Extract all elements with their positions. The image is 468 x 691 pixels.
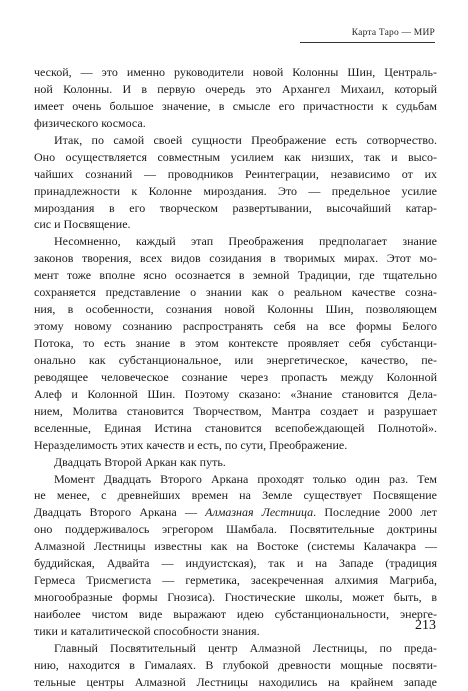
text-line xyxy=(34,200,437,217)
text-line-content: Алеф и Колонной Шин. Поэтому сказано: «Знание становится Дела- xyxy=(34,386,437,401)
text-line-content: реводящее человеческое сознание через пропасть между Колонной xyxy=(34,369,437,384)
text-line-content: чайших сознаний — проводников Реинтеграции, независимо от их xyxy=(34,166,437,181)
text-line-content: нием, Молитва становится Творчеством, Мантра создает и разрушает xyxy=(34,403,437,418)
text-line xyxy=(34,487,437,504)
text-line-content: Оно осуществляется совместным усилием как низших, так и высо- xyxy=(34,149,437,164)
text-line xyxy=(34,657,437,674)
emphasis-text: Алмазная Лестница xyxy=(205,505,314,520)
text-line xyxy=(34,640,437,657)
text-line-content: буддийская, Адвайта — индуистская), так и на Западе (традиция xyxy=(34,556,437,571)
text-line-content: этому новому сознанию распространять себя на все формы Белого xyxy=(34,319,437,334)
text-line xyxy=(34,420,437,437)
text-line-content: Алмазной Лестницы известны как на Востоке (системы Калачакра — xyxy=(34,539,437,554)
text-line xyxy=(34,81,437,98)
text-line xyxy=(34,606,437,623)
text-line xyxy=(34,233,437,250)
text-line-content: онально как субстанциональное, или энергетическое, качество, пе- xyxy=(34,352,437,367)
text-line xyxy=(34,64,437,81)
text-line xyxy=(34,538,437,555)
text-line-content: Момент Двадцать Второго Аркана проходят только один раз. Тем xyxy=(54,471,437,486)
text-line xyxy=(34,521,437,538)
text-line xyxy=(34,115,437,132)
text-line-content: . Последние 2000 лет xyxy=(313,505,437,520)
text-line-content: ной Колонны. И в первую очередь это Архангел Михаил, который xyxy=(34,81,437,96)
text-line xyxy=(34,216,437,233)
text-line-content: сис и Посвящение. xyxy=(34,217,131,232)
text-line-content: Потока, то есть знание в этом контексте проявляет себя субстанци- xyxy=(34,336,437,350)
text-line-content: мироздания в его творческом развертывании, высочайший катар- xyxy=(34,200,437,215)
text-line-content: Гермеса Трисмегиста — герметика, засекреченная алхимия Магриба, xyxy=(34,573,437,588)
text-line xyxy=(34,403,437,420)
text-line xyxy=(34,352,437,369)
text-line-content: не менее, с древнейших времен на Земле существует Посвящение xyxy=(34,488,437,503)
text-line-content: мент тоже вполне ясно осознается в земной Традиции, где тщательно xyxy=(34,268,437,283)
text-line xyxy=(34,318,437,335)
text-line xyxy=(34,301,437,318)
text-line xyxy=(34,623,437,640)
text-line-content: Главный Посвятительный центр Алмазной Лестницы, по преда- xyxy=(54,640,437,655)
text-line-content: принадлежности к Колонне мироздания. Это — предельное усилие xyxy=(34,183,437,198)
text-line xyxy=(34,183,437,200)
text-line-content: имеет очень большое значение, в смысле его причастности к судьбам xyxy=(34,98,437,113)
text-line xyxy=(34,267,437,284)
text-line-content: ческой, — это именно руководители новой Колонны Шин, Централь- xyxy=(34,65,437,79)
text-line xyxy=(34,437,437,454)
text-line-content: наиболее чистом виде выражают идею субстанциональности, энерге- xyxy=(34,607,437,621)
text-line xyxy=(34,589,437,606)
text-line xyxy=(34,335,437,352)
text-line xyxy=(34,166,437,183)
running-header xyxy=(300,28,435,38)
body-text xyxy=(34,64,437,691)
page-number: 213 xyxy=(415,618,436,633)
text-line xyxy=(34,572,437,589)
text-line-content: физического космоса. xyxy=(34,115,146,130)
text-line-content: Двадцать Второго Аркана — xyxy=(34,505,206,520)
text-line-content: Итак, по самой своей сущности Преображение есть сотворчество. xyxy=(54,132,437,147)
text-line xyxy=(34,504,437,521)
text-line xyxy=(34,555,437,572)
text-line-content: ния, в особенности, сознания новой Колонны Шин, позволяющем xyxy=(34,302,437,317)
running-head-text: Карта Таро — МИР xyxy=(351,28,435,38)
text-line xyxy=(34,369,437,386)
text-line-content: законов творения, всех видов созидания в творимых мирах. Этот мо- xyxy=(34,251,437,266)
text-line-content: Двадцать Второй Аркан как путь. xyxy=(54,454,226,469)
text-line xyxy=(34,674,437,691)
text-line xyxy=(34,471,437,488)
text-line-content: сохраняется представление о знании как о реальном качестве созна- xyxy=(34,285,437,300)
text-line-content: нию, находится в Гималаях. В глубокой древности мощные посвяти- xyxy=(34,657,437,672)
text-line xyxy=(34,454,437,471)
text-line xyxy=(34,284,437,301)
text-line xyxy=(34,98,437,115)
text-line-content: Несомненно, каждый этап Преображения предполагает знание xyxy=(54,234,437,249)
text-line-content: вселенные, Единая Истина становится всепобеждающей Полнотой». xyxy=(34,420,437,435)
text-line-content: многообразные формы Гнозиса). Гностические школы, может быть, в xyxy=(34,590,437,605)
text-line-content: тики и каталитической способности знания. xyxy=(34,623,260,638)
text-line-content: Неразделимость этих качеств и есть, по сути, Преображение. xyxy=(34,437,348,452)
text-line xyxy=(34,250,437,267)
text-line-content: тельные центры Алмазной Лестницы находились на крайнем западе xyxy=(34,674,437,689)
text-line-content: оно поддерживалось эгрегором Шамбала. Посвятительные доктрины xyxy=(34,522,437,537)
text-line xyxy=(34,132,437,149)
text-line xyxy=(34,386,437,403)
header-rule xyxy=(300,42,435,43)
text-line xyxy=(34,149,437,166)
